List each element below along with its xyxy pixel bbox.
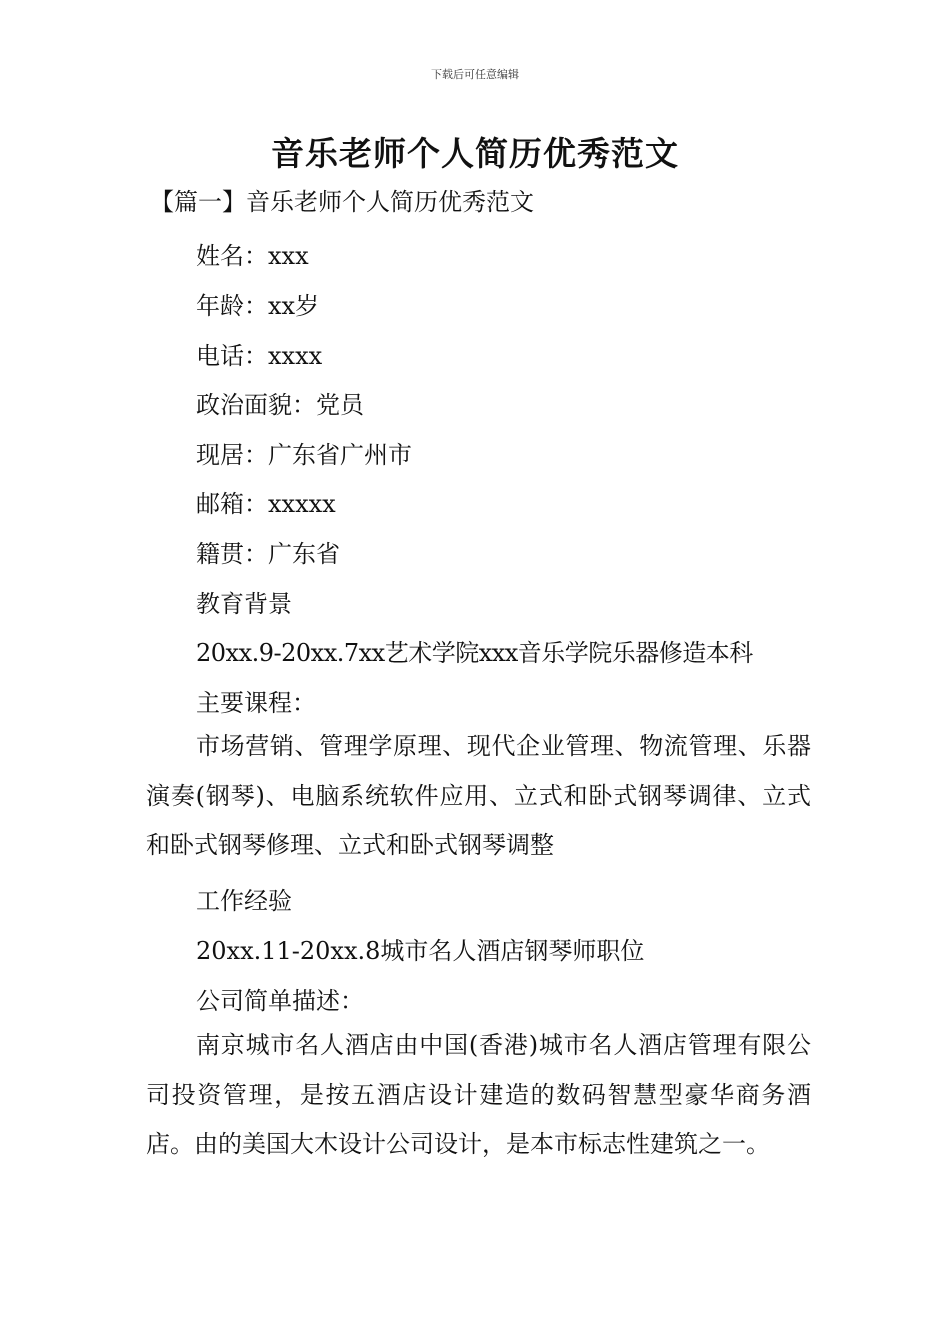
field-residence: 现居：广东省广州市 (196, 441, 412, 469)
page-header-note: 下载后可任意编辑 (431, 68, 519, 81)
field-hometown: 籍贯：广东省 (196, 540, 340, 568)
courses-text: 市场营销、管理学原理、现代企业管理、物流管理、乐器演奏(钢琴)、电脑系统软件应用、立式和卧式钢琴调律、立式和卧式钢琴修理、立式和卧式钢琴调整 (146, 732, 811, 859)
education-entry: 20xx.9-20xx.7xx艺术学院xxx音乐学院乐器修造本科 (196, 639, 753, 667)
section-heading: 【篇一】音乐老师个人简历优秀范文 (150, 188, 534, 216)
field-name: 姓名：xxx (196, 242, 309, 270)
company-description: 南京城市名人酒店由中国(香港)城市名人酒店管理有限公司投资管理，是按五酒店设计建造的数码智慧型豪华商务酒店。由的美国大木设计公司设计，是本市标志性建筑之一。 (146, 1031, 811, 1158)
education-heading: 教育背景 (196, 590, 292, 618)
field-political-status: 政治面貌：党员 (196, 391, 364, 419)
courses-label: 主要课程： (196, 689, 316, 717)
experience-entry: 20xx.11-20xx.8城市名人酒店钢琴师职位 (196, 937, 645, 965)
experience-heading: 工作经验 (196, 887, 292, 915)
field-age: 年龄：xx岁 (196, 292, 320, 320)
field-email: 邮箱：xxxxx (196, 490, 336, 518)
company-label: 公司简单描述： (196, 987, 364, 1015)
document-title: 音乐老师个人简历优秀范文 (271, 134, 679, 173)
field-phone: 电话：xxxx (196, 342, 323, 370)
